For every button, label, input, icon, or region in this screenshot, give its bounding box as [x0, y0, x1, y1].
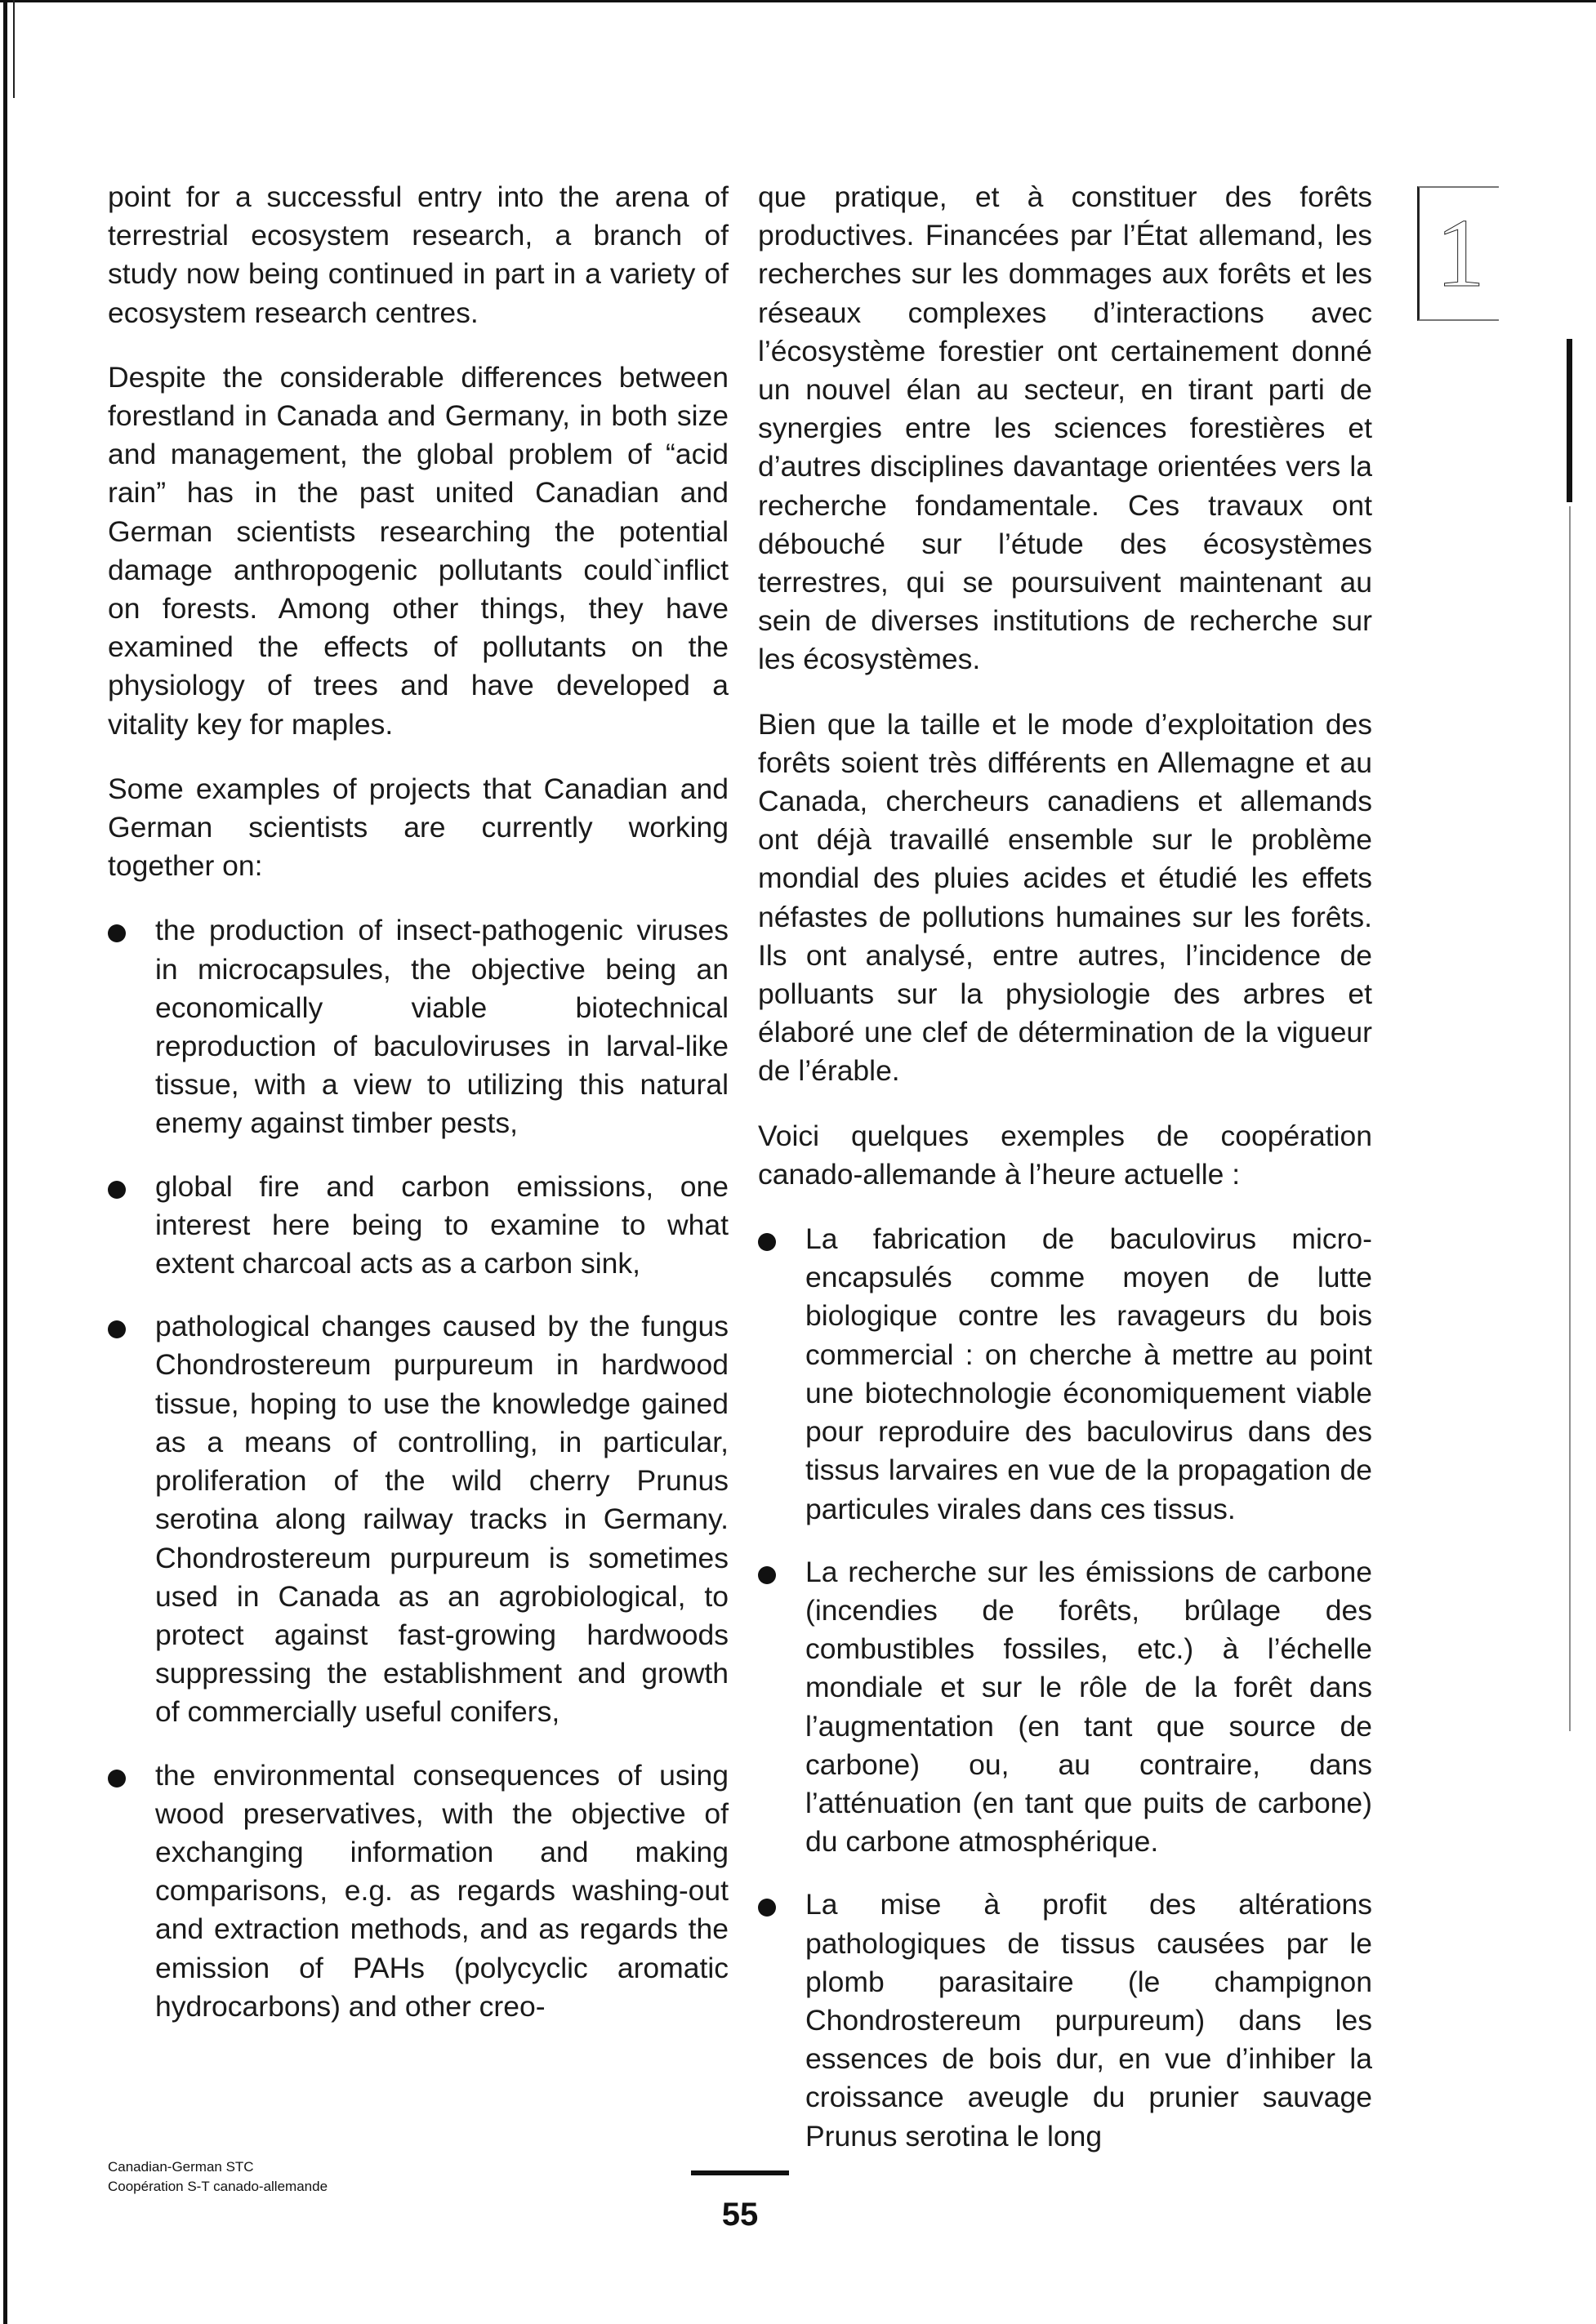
margin-line-right — [1569, 506, 1571, 1731]
footer-publication — [108, 2157, 328, 2197]
project-list — [108, 911, 729, 2025]
bullet-icon — [108, 924, 126, 942]
footer-line-english: Canadian-German STC — [108, 2159, 254, 2175]
list-item — [758, 1885, 1372, 2155]
bullet-icon — [108, 1770, 126, 1788]
left-column-english — [108, 178, 729, 2050]
top-rule — [0, 0, 1596, 2]
bullet-icon — [758, 1899, 776, 1917]
list-item-text: La recherche sur les émissions de carbone (incendies de forêts, brûlage des combustibles fossiles, etc.) à l’échelle mondiale et sur le rôle de la forêt dans l’augmentation (en tant que source de carbone) ou, au contraire, dans l’atténuation (en tant que puits de carbone) du carbone atmosphérique. — [805, 1555, 1372, 1859]
list-item — [758, 1553, 1372, 1862]
list-item-text: the environmental consequences of using wood preservatives, with the objective of exchanging information and making comparisons, e.g. as regards washing-out and extraction methods, and as regards the emission of PAHs (polycyclic aromatic hydrocarbons) and other creo- — [155, 1758, 729, 2023]
margin-mark-right — [1567, 339, 1572, 502]
project-list — [758, 1220, 1372, 2156]
bullet-icon — [108, 1181, 126, 1199]
list-item — [108, 1168, 729, 1284]
list-item-text: La mise à profit des altérations pathologiques de tissus causées par le plomb parasitaire (le champignon Chondrostereum purpureum) dans les essences de bois dur, en vue d’inhiber la croissance aveugle du prunier sauvage Prunus serotina le long — [805, 1888, 1372, 2153]
bullet-icon — [758, 1566, 776, 1584]
bullet-icon — [758, 1233, 776, 1251]
bullet-icon — [108, 1320, 126, 1338]
footer-rule — [691, 2170, 789, 2175]
list-item — [108, 911, 729, 1142]
list-item — [108, 1756, 729, 2026]
paragraph: Bien que la taille et le mode d’exploitation des forêts soient très différents en Allemagne et au Canada, chercheurs canadiens et allemands ont déjà travaillé ensemble sur le problème mondial des pluies acides et étudié les effets néfastes de pollutions humaines sur les forêts. Ils ont analysé, entre autres, l’incidence de polluants sur la physiologie des arbres et élaboré une clef de détermination de la vigueur de l’érable. — [758, 707, 1372, 1088]
footer-line-french: Coopération S-T canado-allemande — [108, 2179, 328, 2194]
paragraph: Some examples of projects that Canadian and German scientists are currently working together on: — [108, 772, 729, 883]
page-number: 55 — [721, 2197, 759, 2233]
list-item-text: the production of insect-pathogenic viruses in microcapsules, the objective being an economically viable biotechnical reproduction of baculoviruses in larval-like tissue, with a view to utilizing this natural enemy against timber pests, — [155, 914, 729, 1140]
right-column-french — [758, 178, 1372, 2180]
paragraph: Voici quelques exemples de coopération canado-allemande à l’heure actuelle : — [758, 1119, 1372, 1191]
list-item-text: global fire and carbon emissions, one interest here being to examine to what extent charcoal acts as a carbon sink, — [155, 1169, 729, 1280]
paragraph: Despite the considerable differences between forestland in Canada and Germany, in both size and management, the global problem of “acid rain” has in the past united Canadian and German scientists researching the potential damage anthropogenic pollutants could`inflict on forests. Among other things, they have examined the effects of pollutants on the physiology of trees and have developed a vitality key for maples. — [108, 360, 729, 741]
page-edge-mark — [13, 0, 15, 98]
page-edge-left — [3, 0, 7, 2324]
list-item — [108, 1307, 729, 1731]
list-item — [758, 1220, 1372, 1529]
paragraph: point for a successful entry into the arena of terrestrial ecosystem research, a branch of study now being continued in part in a variety of ecosystem research centres. — [108, 180, 729, 329]
list-item-text: La fabrication de baculovirus micro-encapsulés comme moyen de lutte biologique contre les ravageurs du bois commercial : on cherche à mettre au point une biotechnologie économiquement viable pour reproduire des baculovirus dans des tissus larvaires en vue de la propagation de particules virales dans ces tissus. — [805, 1222, 1372, 1525]
paragraph: que pratique, et à constituer des forêts productives. Financées par l’État allemand, les recherches sur les dommages aux forêts et les réseaux complexes d’interactions avec l’écosystème forestier ont certainement donné un nouvel élan au secteur, en tirant parti de synergies entre les sciences forestières et d’autres disciplines davantage orientées vers la recherche fondamentale. Ces travaux ont débouché sur l’étude des écosystèmes terrestres, qui se poursuivent maintenant au sein de diverses institutions de recherche sur les écosystèmes. — [758, 180, 1372, 676]
chapter-marker-number: 1 — [1436, 198, 1485, 307]
list-item-text: pathological changes caused by the fungus Chondrostereum purpureum in hardwood tissue, hoping to use the knowledge gained as a means of controlling, in particular, proliferation of the wild cherry Prunus serotina along railway tracks in Germany. Chondrostereum purpureum is sometimes used in Canada as an agrobiological, to protect against fast-growing hardwoods suppressing the establishment and growth of commercially useful conifers, — [155, 1310, 729, 1729]
